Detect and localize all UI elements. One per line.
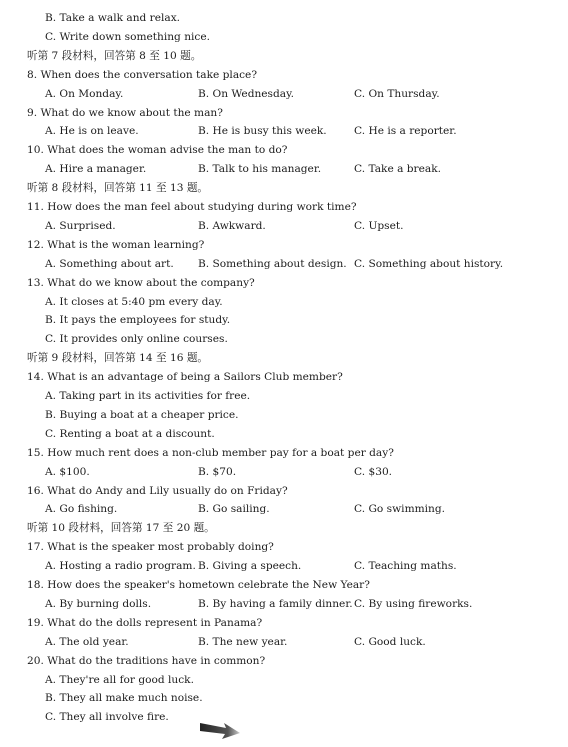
answer-option-b: B. Awkward. bbox=[198, 219, 266, 232]
answer-option-a: A. $100. bbox=[45, 465, 90, 478]
answer-option: B. Buying a boat at a cheaper price. bbox=[45, 408, 239, 421]
question-text: 16. What do Andy and Lily usually do on Friday? bbox=[27, 484, 288, 497]
answer-option: C. They all involve fire. bbox=[45, 711, 169, 724]
answer-option-c: C. By using fireworks. bbox=[354, 597, 473, 610]
answer-option-a: A. Hire a manager. bbox=[45, 163, 147, 176]
answer-option-a: A. Hosting a radio program. bbox=[45, 560, 196, 573]
answer-option: B. It pays the employees for study. bbox=[45, 314, 231, 327]
answer-option-a: A. By burning dolls. bbox=[45, 597, 152, 610]
answer-option: A. Taking part in its activities for free. bbox=[45, 390, 251, 402]
question-text: 17. What is the speaker most probably doing? bbox=[27, 541, 274, 554]
answer-option-b: B. Talk to his manager. bbox=[198, 163, 322, 176]
answer-option-a: A. Go fishing. bbox=[45, 503, 118, 516]
question-text: 18. How does the speaker's hometown celebrate the New Year? bbox=[27, 579, 370, 591]
answer-option-b: B. Go sailing. bbox=[198, 503, 270, 516]
answer-option-c: C. Upset. bbox=[354, 219, 404, 232]
question-text: 8. When does the conversation take place? bbox=[27, 68, 258, 81]
section-instruction: 听第 8 段材料，回答第 11 至 13 题。 bbox=[27, 182, 209, 195]
answer-option-c: C. Something about history. bbox=[354, 257, 504, 270]
question-text: 11. How does the man feel about studying during work time? bbox=[27, 201, 357, 213]
answer-option: C. Renting a boat at a discount. bbox=[45, 427, 215, 440]
answer-option: C. Write down something nice. bbox=[45, 30, 210, 43]
answer-option-c: C. $30. bbox=[354, 465, 393, 478]
question-text: 9. What do we know about the man? bbox=[27, 106, 223, 119]
answer-option-c: C. Take a break. bbox=[354, 163, 441, 176]
answer-option-c: C. Good luck. bbox=[354, 635, 426, 648]
question-text: 10. What does the woman advise the man to do? bbox=[27, 144, 288, 157]
answer-option: A. They're all for good luck. bbox=[45, 673, 194, 686]
question-text: 20. What do the traditions have in common? bbox=[27, 654, 266, 667]
answer-option-b: B. He is busy this week. bbox=[198, 125, 327, 138]
answer-option-b: B. By having a family dinner. bbox=[198, 597, 353, 610]
question-text: 19. What do the dolls represent in Panama? bbox=[27, 616, 263, 629]
answer-option-b: B. $70. bbox=[198, 465, 237, 478]
question-text: 14. What is an advantage of being a Sailors Club member? bbox=[27, 371, 343, 384]
answer-option: B. Take a walk and relax. bbox=[45, 12, 181, 24]
section-instruction: 听第 9 段材料，回答第 14 至 16 题。 bbox=[27, 352, 209, 365]
answer-option-c: C. Teaching maths. bbox=[354, 560, 457, 573]
question-text: 12. What is the woman learning? bbox=[27, 238, 205, 251]
answer-option-a: A. Surprised. bbox=[45, 219, 116, 232]
page-turn-arrow-icon bbox=[198, 719, 242, 741]
answer-option: C. It provides only online courses. bbox=[45, 333, 228, 346]
question-text: 15. How much rent does a non-club member pay for a boat per day? bbox=[27, 446, 394, 459]
answer-option-a: A. On Monday. bbox=[45, 87, 124, 100]
answer-option-b: B. Giving a speech. bbox=[198, 560, 302, 573]
answer-option-a: A. Something about art. bbox=[45, 257, 174, 270]
answer-option-a: A. He is on leave. bbox=[45, 125, 139, 138]
answer-option-c: C. On Thursday. bbox=[354, 87, 440, 100]
answer-option: B. They all make much noise. bbox=[45, 692, 203, 705]
answer-option-b: B. On Wednesday. bbox=[198, 87, 295, 100]
answer-option-b: B. Something about design. bbox=[198, 257, 347, 270]
answer-option-b: B. The new year. bbox=[198, 635, 288, 648]
answer-option-a: A. The old year. bbox=[45, 635, 129, 648]
answer-option-c: C. Go swimming. bbox=[354, 503, 446, 516]
section-instruction: 听第 7 段材料，回答第 8 至 10 题。 bbox=[27, 49, 202, 62]
answer-option: A. It closes at 5:40 pm every day. bbox=[45, 295, 223, 308]
question-text: 13. What do we know about the company? bbox=[27, 276, 255, 289]
answer-option-c: C. He is a reporter. bbox=[354, 125, 457, 138]
section-instruction: 听第 10 段材料，回答第 17 至 20 题。 bbox=[27, 522, 215, 535]
